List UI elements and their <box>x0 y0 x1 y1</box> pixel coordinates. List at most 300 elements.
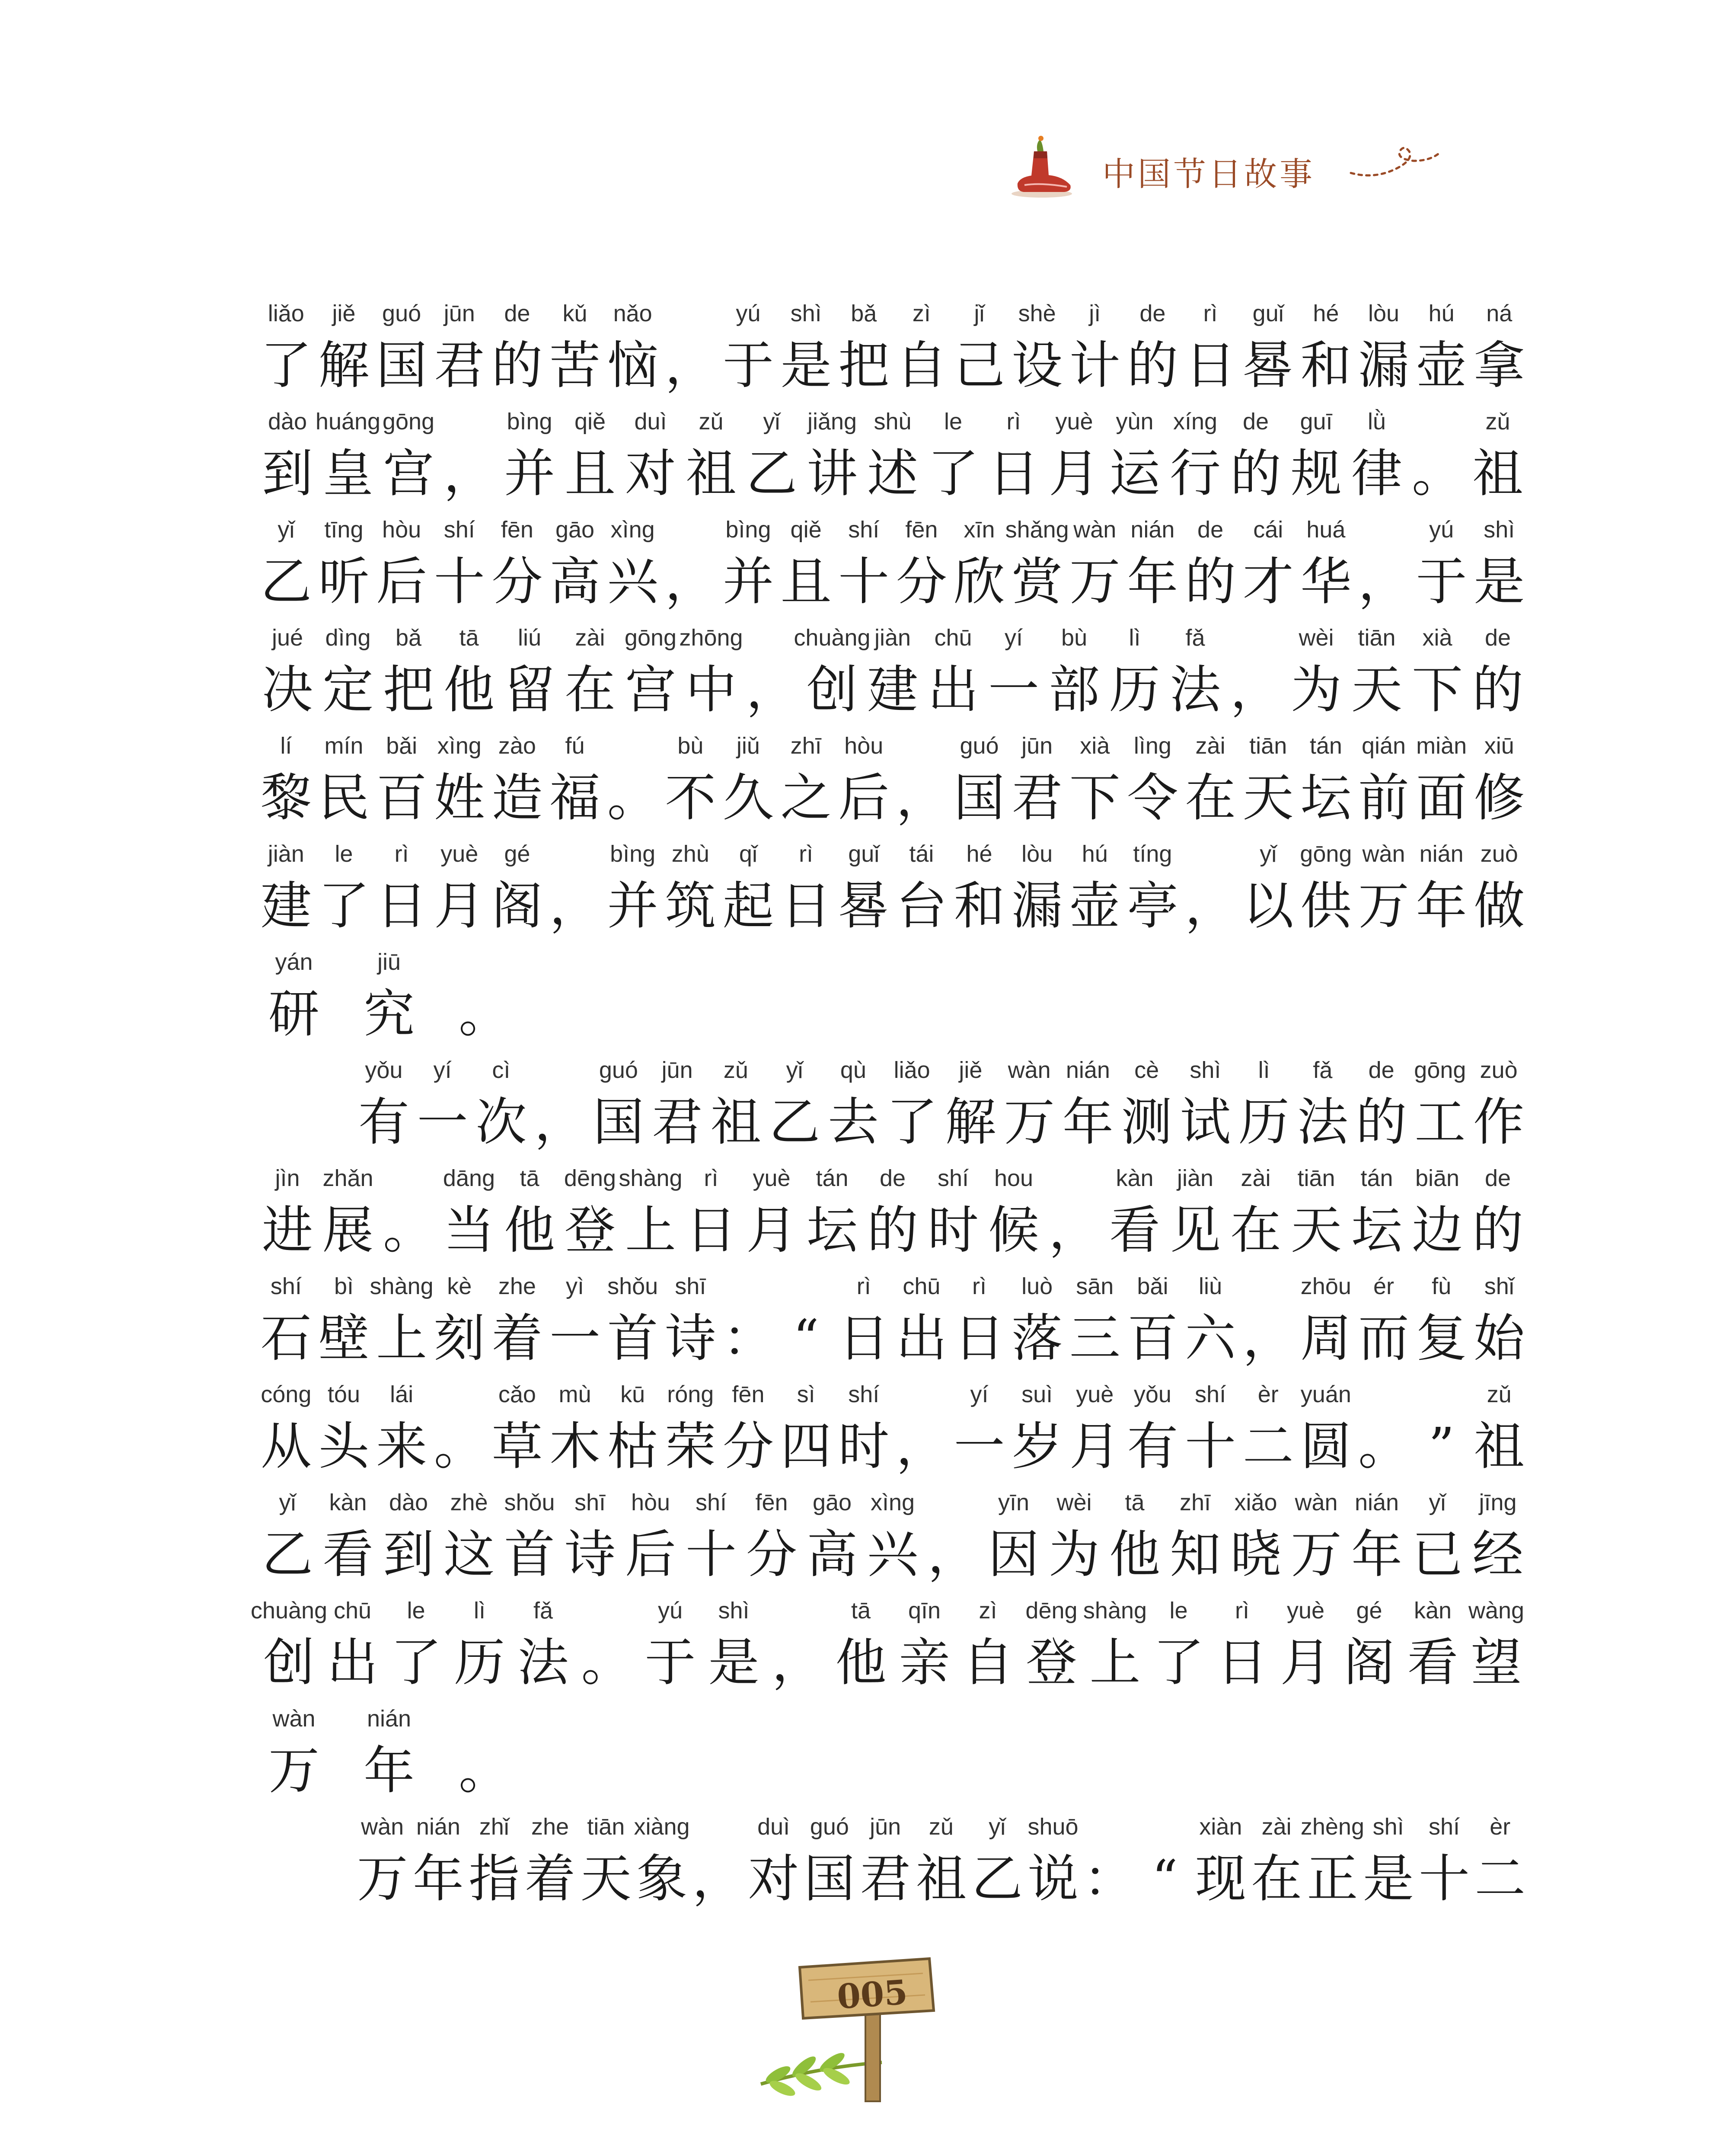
hanzi: 晷 <box>1242 336 1294 395</box>
pinyin: yán <box>275 949 313 975</box>
pinyin: shàng <box>1083 1598 1147 1624</box>
hanzi: 试 <box>1180 1092 1231 1152</box>
hanzi: 亭 <box>1127 876 1178 936</box>
hanzi: 年 <box>412 1849 464 1908</box>
hanzi: 起 <box>722 876 774 936</box>
pinyin: zuò <box>1480 1057 1518 1083</box>
char-token <box>1081 1812 1137 1920</box>
pinyin: zhe <box>498 1273 536 1299</box>
pinyin: zài <box>1241 1165 1271 1191</box>
hanzi: 指 <box>469 1849 520 1908</box>
pinyin: tíng <box>1133 841 1172 867</box>
hanzi: 自 <box>896 336 947 395</box>
pinyin: qù <box>840 1057 866 1083</box>
hanzi: ， <box>1048 1200 1100 1260</box>
hanzi: 百 <box>376 768 428 828</box>
hanzi: 年 <box>1127 552 1178 611</box>
pinyin: shì <box>1372 1814 1404 1840</box>
hanzi: 高 <box>806 1525 858 1584</box>
hanzi: 了 <box>260 336 312 395</box>
pinyin: rì <box>1235 1598 1249 1624</box>
pinyin: miàn <box>1416 733 1467 759</box>
pinyin: fǎ <box>1185 625 1205 651</box>
hanzi: 且 <box>780 552 832 611</box>
hanzi: 规 <box>1290 444 1342 503</box>
hanzi: 的 <box>1472 660 1523 719</box>
pinyin: jiàn <box>874 625 911 651</box>
pinyin: suì <box>1021 1381 1053 1407</box>
pinyin: tán <box>1309 733 1342 759</box>
hanzi: 为 <box>1290 660 1342 719</box>
hanzi: 国 <box>376 336 428 395</box>
pinyin: fēn <box>501 517 533 543</box>
hanzi: 十 <box>685 1525 737 1584</box>
char-token <box>352 947 426 1055</box>
hanzi: 修 <box>1474 768 1525 828</box>
hanzi: 上 <box>1089 1633 1141 1692</box>
hanzi: 中 <box>685 660 737 719</box>
pinyin: jiàn <box>268 841 304 867</box>
pinyin: gōng <box>382 409 435 435</box>
hanzi: 月 <box>1069 1416 1120 1476</box>
char-token <box>1025 1812 1081 1920</box>
hanzi: 国 <box>593 1092 644 1152</box>
hanzi: 把 <box>383 660 434 719</box>
char-token <box>1297 1379 1355 1487</box>
hanzi: 万 <box>1069 552 1120 611</box>
pinyin: liǎo <box>894 1057 930 1083</box>
hanzi: 有 <box>1127 1416 1178 1476</box>
hanzi: 宫 <box>383 444 434 503</box>
hanzi: 讲 <box>806 444 858 503</box>
text-line <box>257 1163 1528 1271</box>
hanzi: 测 <box>1121 1092 1172 1152</box>
hanzi: ” <box>1428 1416 1455 1476</box>
pinyin: xìng <box>610 517 655 543</box>
char-token <box>1470 839 1528 947</box>
hanzi: 月 <box>1280 1633 1331 1692</box>
hanzi: 百 <box>1127 1308 1178 1368</box>
hanzi: 万 <box>1004 1092 1055 1152</box>
char-token <box>1124 839 1182 947</box>
hanzi: 天 <box>580 1849 632 1908</box>
pinyin: shí <box>1428 1814 1460 1840</box>
hanzi: 一 <box>954 1416 1005 1476</box>
pinyin: huá <box>1306 517 1346 543</box>
pinyin: fǎ <box>533 1598 553 1624</box>
hanzi: 解 <box>318 336 370 395</box>
hanzi: 阁 <box>491 876 543 936</box>
char-token <box>488 839 546 947</box>
hanzi: 法 <box>1169 660 1221 719</box>
char-token <box>1470 298 1528 406</box>
hanzi: 的 <box>491 336 543 395</box>
pinyin: tā <box>851 1598 871 1624</box>
hanzi: 四 <box>780 1416 832 1476</box>
pinyin: bìng <box>507 409 552 435</box>
series-title: 中国节日故事 <box>1102 155 1315 193</box>
hanzi: 解 <box>945 1092 996 1152</box>
hanzi: 和 <box>954 876 1005 936</box>
pinyin: zhe <box>531 1814 569 1840</box>
hanzi: 着 <box>491 1308 543 1368</box>
hanzi: 到 <box>383 1525 434 1584</box>
char-token <box>1468 1487 1528 1595</box>
hanzi: 年 <box>1062 1092 1114 1152</box>
pinyin: shǐ <box>1484 1273 1514 1299</box>
hanzi: 面 <box>1416 768 1467 828</box>
hanzi: 欣 <box>954 552 1005 611</box>
hanzi: 一 <box>417 1092 468 1152</box>
text-line <box>257 515 1528 623</box>
pinyin: gāo <box>555 517 595 543</box>
hanzi: 周 <box>1300 1308 1352 1368</box>
pinyin: fēn <box>755 1490 788 1515</box>
hanzi: 法 <box>1297 1092 1348 1152</box>
hanzi: 万 <box>268 1741 319 1800</box>
hanzi: 供 <box>1300 876 1352 936</box>
pinyin: yǐ <box>278 517 295 543</box>
char-token <box>373 1379 431 1487</box>
pinyin: bǎi <box>1137 1273 1168 1299</box>
hanzi: 着 <box>524 1849 576 1908</box>
hanzi: ， <box>1230 660 1281 719</box>
hanzi: 创 <box>263 1633 315 1692</box>
pinyin: bù <box>1061 625 1088 651</box>
text-line <box>257 1704 1528 1812</box>
hanzi: 乙 <box>769 1092 820 1152</box>
pinyin: rì <box>1203 300 1218 326</box>
hanzi: 刻 <box>434 1308 485 1368</box>
pinyin: zuò <box>1480 841 1518 867</box>
pinyin: wàn <box>272 1706 316 1732</box>
pinyin: luò <box>1021 1273 1053 1299</box>
hanzi: 日 <box>1216 1633 1268 1692</box>
hanzi: 壁 <box>318 1308 370 1368</box>
pinyin: kè <box>447 1273 472 1299</box>
char-token <box>1465 1595 1528 1704</box>
hanzi: 展 <box>322 1200 373 1260</box>
hanzi: 出 <box>327 1633 378 1692</box>
pinyin: xiū <box>1484 733 1514 759</box>
pinyin: lòu <box>1368 300 1400 326</box>
hanzi: 乙 <box>262 1525 313 1584</box>
pinyin: qǐ <box>739 841 757 867</box>
pinyin: zào <box>498 733 536 759</box>
pinyin: zǔ <box>723 1057 748 1083</box>
pinyin: yí <box>433 1057 452 1083</box>
hanzi: 二 <box>1474 1849 1526 1908</box>
hanzi: 并 <box>504 444 555 503</box>
hanzi: 久 <box>722 768 774 828</box>
pinyin: de <box>1197 517 1224 543</box>
pinyin: wàn <box>1295 1490 1338 1515</box>
pinyin: róng <box>667 1381 714 1407</box>
hanzi: 赏 <box>1012 552 1063 611</box>
char-token <box>604 515 662 623</box>
hanzi: 听 <box>318 552 370 611</box>
text-line <box>354 1812 1528 1920</box>
hanzi: 祖 <box>685 444 737 503</box>
pinyin: rì <box>972 1273 986 1299</box>
hanzi: 。 <box>1411 444 1463 503</box>
pinyin: dào <box>389 1490 428 1515</box>
pinyin: shí <box>1195 1381 1226 1407</box>
hanzi: 他 <box>443 660 495 719</box>
pinyin: le <box>944 409 963 435</box>
pinyin: jiàn <box>1177 1165 1214 1191</box>
pinyin: yuè <box>1076 1381 1114 1407</box>
hanzi: ， <box>443 444 495 503</box>
hanzi: 分 <box>896 552 947 611</box>
pinyin: yīn <box>998 1490 1030 1515</box>
pinyin: zhōng <box>679 625 743 651</box>
hanzi: 分 <box>722 1416 774 1476</box>
pinyin: rì <box>394 841 409 867</box>
pinyin: tán <box>1360 1165 1393 1191</box>
hanzi: ， <box>1185 876 1236 936</box>
pinyin: guǐ <box>1252 300 1284 326</box>
pinyin: zǔ <box>1487 1381 1512 1407</box>
hanzi: 登 <box>1026 1633 1077 1692</box>
pinyin: zhǐ <box>479 1814 509 1840</box>
hanzi: 草 <box>491 1416 543 1476</box>
pinyin: lí <box>280 733 292 759</box>
pinyin: rì <box>856 1273 871 1299</box>
hanzi: 在 <box>564 660 616 719</box>
hanzi: 年 <box>363 1741 415 1800</box>
pinyin: liù <box>1199 1273 1222 1299</box>
hanzi: 祖 <box>1472 444 1523 503</box>
pinyin: de <box>879 1165 906 1191</box>
hanzi: “ <box>793 1308 819 1368</box>
pinyin: wàn <box>1008 1057 1051 1083</box>
hanzi: 决 <box>262 660 313 719</box>
pinyin: wàn <box>1362 841 1405 867</box>
hanzi: 从 <box>260 1416 312 1476</box>
pinyin: shí <box>270 1273 302 1299</box>
pinyin: bìng <box>725 517 771 543</box>
pinyin: tīng <box>324 517 364 543</box>
hanzi: 于 <box>1416 552 1467 611</box>
hanzi: 晓 <box>1230 1525 1281 1584</box>
hanzi: 日 <box>954 1308 1005 1368</box>
pinyin: kàn <box>1116 1165 1154 1191</box>
hanzi: 到 <box>262 444 313 503</box>
hanzi: 。 <box>1358 1416 1409 1476</box>
hanzi: ， <box>665 552 716 611</box>
hanzi: 在 <box>1230 1200 1281 1260</box>
pinyin: shǎng <box>1005 517 1069 543</box>
hanzi: 看 <box>322 1525 373 1584</box>
text-line <box>257 298 1528 406</box>
pinyin: bǎ <box>851 300 877 326</box>
hanzi: ， <box>772 1633 823 1692</box>
hanzi: 国 <box>954 768 1005 828</box>
char-token <box>1165 623 1225 731</box>
pinyin: tā <box>1125 1490 1145 1515</box>
pinyin: ér <box>1373 1273 1394 1299</box>
pinyin: shù <box>874 409 912 435</box>
hanzi: 知 <box>1169 1525 1221 1584</box>
pinyin: shì <box>718 1598 750 1624</box>
hanzi: 姓 <box>434 768 485 828</box>
pinyin: yú <box>736 300 761 326</box>
pinyin: jué <box>271 625 303 651</box>
hanzi: 漏 <box>1358 336 1409 395</box>
leafy-branch-icon <box>761 2050 882 2099</box>
pinyin: yǒu <box>1133 1381 1171 1407</box>
hanzi: 圆 <box>1300 1416 1352 1476</box>
pinyin: chū <box>934 625 972 651</box>
pinyin: zhǎn <box>322 1165 373 1191</box>
hanzi: 拿 <box>1474 336 1525 395</box>
hanzi: 天 <box>1290 1200 1342 1260</box>
pinyin: yǐ <box>1260 841 1277 867</box>
hanzi: 于 <box>645 1633 696 1692</box>
hanzi: 天 <box>1242 768 1294 828</box>
hanzi: 石 <box>260 1308 312 1368</box>
hanzi: 君 <box>860 1849 911 1908</box>
pinyin: yuán <box>1300 1381 1351 1407</box>
pinyin: zhī <box>790 733 822 759</box>
pinyin: yì <box>566 1273 584 1299</box>
hanzi: 了 <box>927 444 979 503</box>
char-token <box>1347 406 1407 515</box>
pinyin: shàng <box>370 1273 434 1299</box>
pinyin: cè <box>1134 1057 1159 1083</box>
hanzi: 把 <box>838 336 890 395</box>
page-header <box>1007 130 1439 208</box>
hanzi: ， <box>927 1525 979 1584</box>
pinyin: duì <box>634 409 667 435</box>
hanzi: 运 <box>1109 444 1160 503</box>
hanzi: 并 <box>607 876 658 936</box>
hanzi: 祖 <box>710 1092 762 1152</box>
pinyin: mù <box>558 1381 591 1407</box>
hanzi: 研 <box>268 984 319 1044</box>
pinyin: guó <box>382 300 421 326</box>
hanzi: 枯 <box>607 1416 658 1476</box>
hanzi: 木 <box>549 1416 601 1476</box>
hanzi: 二 <box>1242 1416 1294 1476</box>
hanzi: ， <box>1358 552 1409 611</box>
pinyin: biān <box>1415 1165 1460 1191</box>
pinyin: xíng <box>1173 409 1218 435</box>
pinyin: shì <box>790 300 822 326</box>
pinyin: yǐ <box>989 1814 1006 1840</box>
pinyin: zhī <box>1179 1490 1211 1515</box>
hanzi: 十 <box>1185 1416 1236 1476</box>
pinyin: yuè <box>1055 409 1093 435</box>
hanzi: 历 <box>1109 660 1160 719</box>
pinyin: tán <box>816 1165 849 1191</box>
hanzi: 国 <box>804 1849 855 1908</box>
hanzi: 。 <box>458 984 510 1044</box>
hanzi: 法 <box>517 1633 569 1692</box>
hanzi: 一 <box>988 660 1039 719</box>
char-token <box>1468 406 1528 515</box>
hanzi: 设 <box>1012 336 1063 395</box>
hanzi: 定 <box>322 660 373 719</box>
hanzi: 自 <box>962 1633 1014 1692</box>
char-token <box>634 1812 689 1920</box>
pinyin: guó <box>960 733 999 759</box>
pinyin: lǜ <box>1367 409 1386 435</box>
hanzi: 复 <box>1416 1308 1467 1368</box>
pinyin: jiě <box>332 300 356 326</box>
char-token <box>378 406 439 515</box>
hanzi: 高 <box>549 552 601 611</box>
hanzi: 是 <box>708 1633 760 1692</box>
pinyin: yí <box>1004 625 1023 651</box>
hanzi: 说 <box>1028 1849 1079 1908</box>
pinyin: yǐ <box>763 409 780 435</box>
pinyin: yǐ <box>786 1057 803 1083</box>
boot-icon <box>1007 134 1076 199</box>
hanzi: 诗 <box>665 1308 716 1368</box>
hanzi: 落 <box>1012 1308 1063 1368</box>
pinyin: shì <box>1190 1057 1221 1083</box>
hanzi: 而 <box>1358 1308 1409 1368</box>
page-number: 005 <box>836 1972 909 2017</box>
hanzi: 三 <box>1069 1308 1120 1368</box>
text-line <box>257 623 1528 731</box>
hanzi: 是 <box>1363 1849 1414 1908</box>
hanzi: 这 <box>443 1525 495 1584</box>
hanzi: 看 <box>1109 1200 1160 1260</box>
pinyin: cái <box>1253 517 1283 543</box>
pinyin: liú <box>517 625 542 651</box>
hanzi: 的 <box>1472 1200 1523 1260</box>
hanzi: 宫 <box>625 660 676 719</box>
pinyin: tóu <box>327 1381 360 1407</box>
pinyin: gé <box>504 841 530 867</box>
hanzi: 十 <box>838 552 890 611</box>
pinyin: ná <box>1486 300 1513 326</box>
hanzi: 。 <box>434 1416 485 1476</box>
hanzi: 首 <box>504 1525 555 1584</box>
hanzi: ， <box>1242 1308 1294 1368</box>
hanzi: “ <box>1152 1849 1178 1908</box>
hanzi: 他 <box>504 1200 555 1260</box>
hanzi: 头 <box>318 1416 370 1476</box>
hanzi: 已 <box>1411 1525 1463 1584</box>
hanzi: ， <box>746 660 797 719</box>
pinyin: hé <box>966 841 992 867</box>
pinyin: xīn <box>964 517 995 543</box>
hanzi: 对 <box>625 444 676 503</box>
hanzi: 筑 <box>665 876 716 936</box>
pinyin: zài <box>1195 733 1225 759</box>
char-token <box>1181 1271 1239 1379</box>
char-token <box>447 1704 521 1812</box>
hanzi: 并 <box>722 552 774 611</box>
pinyin: kū <box>620 1381 645 1407</box>
hanzi: 。 <box>581 1633 632 1692</box>
hanzi: 十 <box>1418 1849 1470 1908</box>
char-token <box>511 1595 575 1704</box>
pinyin: yuè <box>1286 1598 1325 1624</box>
pinyin: zhù <box>671 841 709 867</box>
hanzi: 乙 <box>971 1849 1023 1908</box>
hanzi: 做 <box>1474 876 1525 936</box>
char-token <box>835 1379 893 1487</box>
hanzi: 月 <box>1048 444 1100 503</box>
hanzi: 究 <box>363 984 415 1044</box>
text-line <box>354 1055 1528 1163</box>
pinyin: zì <box>912 300 931 326</box>
